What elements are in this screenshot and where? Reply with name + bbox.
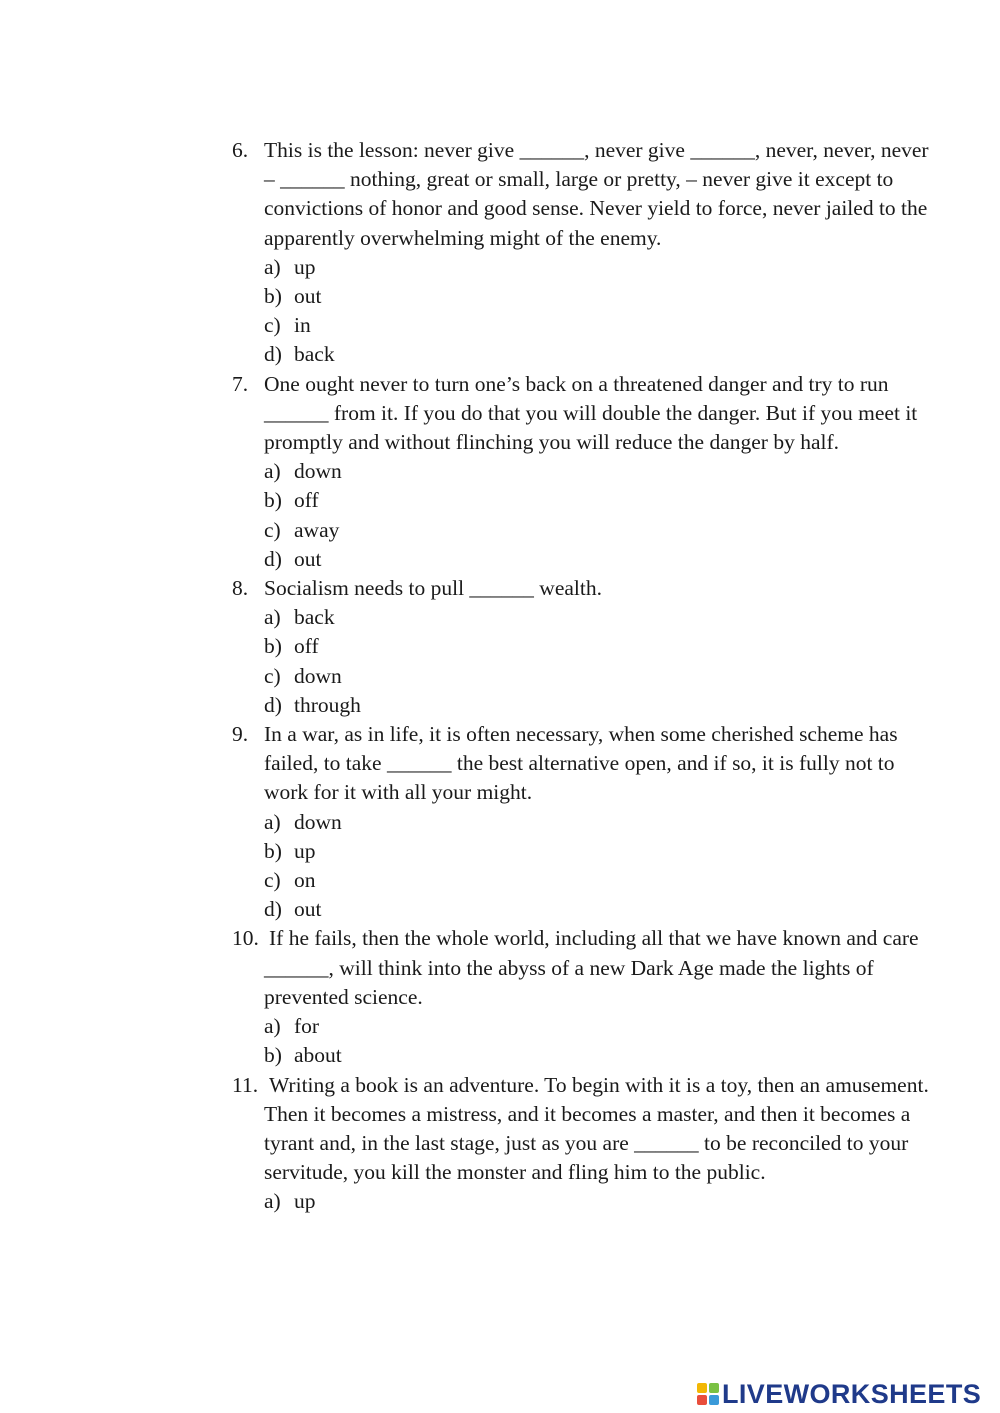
option-label: in (294, 313, 311, 338)
question-6 (232, 136, 932, 370)
option-letter: a) (264, 1014, 281, 1039)
logo-block (697, 1383, 707, 1393)
question-number: 10. (232, 926, 259, 951)
option-label: back (294, 605, 335, 630)
option-b[interactable] (264, 632, 932, 661)
option-list (264, 253, 932, 370)
option-label: down (294, 459, 342, 484)
option-label: through (294, 692, 361, 717)
option-a[interactable] (264, 253, 932, 282)
brand-name: LIVEWORKSHEETS (722, 1378, 982, 1409)
question-number: 9. (232, 722, 249, 747)
question-text: Writing a book is an adventure. To begin with it is a toy, then an amusement. Then it becomes a mistress, and it becomes a master, and then it becomes a tyrant and, in the last stage, just as you are ______ to be reconciled to your servitude, you kill the monster and fling him to the public. (264, 1072, 934, 1185)
option-c[interactable] (264, 311, 932, 340)
option-label: up (294, 1189, 316, 1214)
option-letter: c) (264, 313, 281, 338)
option-label: off (294, 488, 319, 513)
question-10 (232, 924, 932, 1070)
question-11 (232, 1071, 932, 1217)
option-b[interactable] (264, 486, 932, 515)
question-text: Socialism needs to pull ______ wealth. (264, 576, 602, 601)
option-letter: c) (264, 663, 281, 688)
option-letter: d) (264, 897, 282, 922)
option-letter: c) (264, 868, 281, 893)
option-label: back (294, 342, 335, 367)
option-d[interactable] (264, 691, 932, 720)
option-letter: b) (264, 284, 282, 309)
option-list (264, 1012, 932, 1070)
option-c[interactable] (264, 662, 932, 691)
option-list (264, 1187, 932, 1216)
option-letter: a) (264, 605, 281, 630)
worksheet (232, 136, 932, 1217)
question-number: 6. (232, 138, 249, 162)
option-label: up (294, 838, 316, 863)
option-letter: d) (264, 692, 282, 717)
option-label: for (294, 1014, 320, 1039)
option-list (264, 808, 932, 925)
option-label: out (294, 284, 322, 309)
option-list (264, 603, 932, 720)
logo-block (697, 1395, 707, 1405)
question-text: One ought never to turn one’s back on a threatened danger and try to run ______ from it. If you do that you will double the danger. But if you meet it promptly and without flinching you will reduce the danger by half. (264, 371, 923, 455)
option-d[interactable] (264, 340, 932, 369)
option-list (264, 457, 932, 574)
option-label: up (294, 254, 316, 279)
option-label: down (294, 663, 342, 688)
question-number: 8. (232, 576, 249, 601)
option-c[interactable] (264, 866, 932, 895)
question-text: This is the lesson: never give ______, never give ______, never, never, never – ______ nothing, great or small, large or pretty, – never give it except to convictions of honor and good sense. Never yield to force, never jailed to the apparently overwhelming might of the enemy. (264, 138, 934, 250)
option-letter: b) (264, 634, 282, 659)
option-letter: b) (264, 838, 282, 863)
option-label: out (294, 897, 322, 922)
liveworksheets-brand-link[interactable] (697, 1376, 981, 1412)
option-b[interactable] (264, 1041, 932, 1070)
option-c[interactable] (264, 516, 932, 545)
option-label: away (294, 517, 340, 542)
option-d[interactable] (264, 895, 932, 924)
question-number: 7. (232, 371, 249, 396)
option-letter: a) (264, 809, 281, 834)
option-a[interactable] (264, 808, 932, 837)
option-label: off (294, 634, 319, 659)
logo-block (709, 1395, 719, 1405)
option-a[interactable] (264, 1012, 932, 1041)
option-a[interactable] (264, 1187, 932, 1216)
question-text: If he fails, then the whole world, including all that we have known and care ______, will think into the abyss of a new Dark Age made the lights of prevented science. (264, 926, 924, 1009)
logo-block (709, 1383, 719, 1393)
option-d[interactable] (264, 545, 932, 574)
option-letter: a) (264, 254, 281, 279)
question-7 (232, 370, 932, 574)
option-letter: c) (264, 517, 281, 542)
option-letter: d) (264, 342, 282, 367)
option-letter: b) (264, 1043, 282, 1068)
option-letter: d) (264, 546, 282, 571)
option-letter: a) (264, 459, 281, 484)
question-9 (232, 720, 932, 924)
option-b[interactable] (264, 837, 932, 866)
option-b[interactable] (264, 282, 932, 311)
option-letter: b) (264, 488, 282, 513)
option-label: about (294, 1043, 342, 1068)
option-a[interactable] (264, 603, 932, 632)
question-text: In a war, as in life, it is often necessary, when some cherished scheme has failed, to take ______ the best alternative open, and if so, it is fully not to work for it with all your might. (264, 722, 903, 805)
option-label: down (294, 809, 342, 834)
question-number: 11. (232, 1072, 259, 1097)
option-a[interactable] (264, 457, 932, 486)
liveworksheets-logo-icon (697, 1383, 719, 1405)
option-label: out (294, 546, 322, 571)
question-8 (232, 574, 932, 720)
option-letter: a) (264, 1189, 281, 1214)
option-label: on (294, 868, 316, 893)
